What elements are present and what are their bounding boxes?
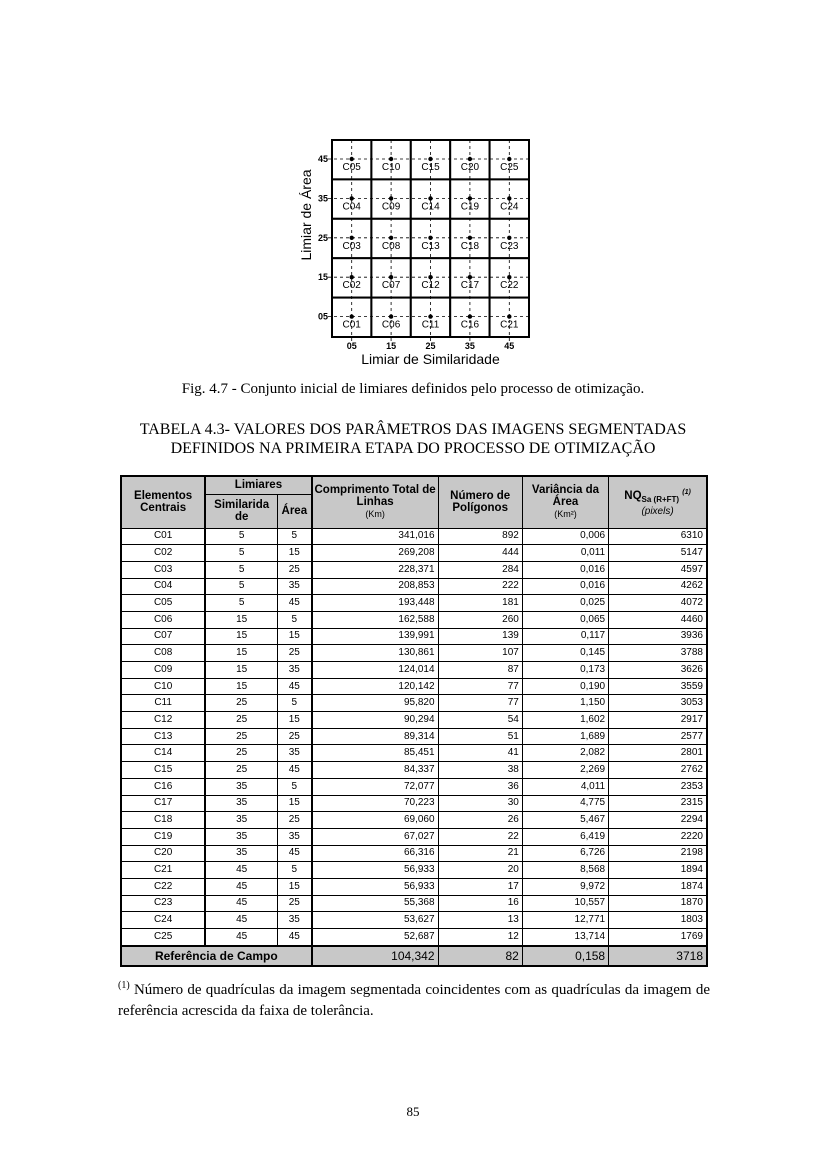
cell-numero: 181 [438,595,522,612]
cell-nq: 5147 [609,545,707,562]
cell-elemento: C09 [121,662,205,679]
grid-point [428,236,432,240]
cell-similaridade: 15 [205,628,277,645]
cell-area: 35 [278,662,312,679]
cell-variancia: 6,726 [522,845,608,862]
cell-similaridade: 45 [205,929,277,946]
grid-point [507,275,511,279]
header-similaridade: Similarida de [205,494,277,528]
cell-nq: 2198 [609,845,707,862]
grid-cell-label: C09 [381,201,401,213]
cell-numero: 22 [438,828,522,845]
cell-elemento: C13 [121,728,205,745]
reference-row [121,946,707,966]
reference-nq: 3718 [609,946,707,966]
cell-numero: 284 [438,561,522,578]
x-tick-label: 05 [346,341,357,351]
cell-numero: 260 [438,611,522,628]
cell-nq: 1894 [609,862,707,879]
y-tick-label: 05 [317,311,328,322]
grid-cell-label: C10 [381,162,401,173]
page-number: 85 [406,1104,420,1119]
table-row [121,745,707,762]
cell-comprimento: 72,077 [312,778,438,795]
cell-comprimento: 130,861 [312,645,438,662]
cell-similaridade: 15 [205,611,277,628]
table-row [121,595,707,612]
cell-similaridade: 35 [205,828,277,845]
table-row [121,695,707,712]
cell-comprimento: 56,933 [312,862,438,879]
header-nq-label: $NQ_{Sa (R+FT)}$ $^{(1)}$ [624,488,691,504]
cell-variancia: 0,025 [522,595,608,612]
cell-numero: 87 [438,662,522,679]
cell-nq: 2220 [609,828,707,845]
grid-point [507,196,511,200]
grid-point [389,275,393,279]
cell-numero: 41 [438,745,522,762]
grid-cell-label: C15 [421,162,440,173]
cell-nq: 1874 [609,878,707,895]
cell-elemento: C14 [121,745,205,762]
cell-variancia: 8,568 [522,862,608,879]
cell-comprimento: 139,991 [312,628,438,645]
grid-point [468,275,472,279]
cell-area: 5 [278,695,312,712]
cell-variancia: 1,150 [522,695,608,712]
cell-elemento: C04 [121,578,205,595]
header-elementos: Elementos Centrais [121,476,205,528]
cell-similaridade: 15 [205,678,277,695]
cell-nq: 4072 [609,595,707,612]
cell-area: 35 [278,745,312,762]
cell-numero: 21 [438,845,522,862]
cell-similaridade: 5 [205,578,277,595]
cell-numero: 38 [438,762,522,779]
header-variancia-unit: (Km²) [554,509,577,520]
grid-point [428,157,432,161]
grid-point [389,157,393,161]
cell-numero: 26 [438,812,522,829]
cell-area: 45 [278,595,312,612]
cell-nq: 2353 [609,778,707,795]
footnote [118,975,710,1022]
cell-comprimento: 55,368 [312,895,438,912]
parameters-table [120,475,708,967]
table-row [121,678,707,695]
y-axis-label: Limiar de Área [298,169,314,261]
grid-cell-label: C02 [342,280,361,292]
table-row [121,611,707,628]
cell-elemento: C22 [121,878,205,895]
cell-variancia: 4,775 [522,795,608,812]
cell-area: 15 [278,712,312,729]
cell-numero: 107 [438,645,522,662]
table-row [121,812,707,829]
cell-elemento: C24 [121,912,205,929]
cell-variancia: 0,065 [522,611,608,628]
cell-comprimento: 89,314 [312,728,438,745]
threshold-grid-svg [296,135,536,370]
cell-elemento: C12 [121,712,205,729]
cell-variancia: 0,145 [522,645,608,662]
threshold-grid-figure [296,135,536,370]
grid-point [468,314,472,318]
cell-comprimento: 52,687 [312,929,438,946]
cell-numero: 139 [438,628,522,645]
grid-cell-label: C13 [421,240,440,252]
cell-elemento: C10 [121,678,205,695]
cell-variancia: 0,016 [522,578,608,595]
table-row [121,929,707,946]
table-row [121,862,707,879]
grid-cell-label: C22 [500,280,519,292]
cell-similaridade: 5 [205,528,277,545]
cell-nq: 4460 [609,611,707,628]
header-comprimento-label: Comprimento Total de Linhas [314,484,436,509]
header-limiares: Limiares [205,476,311,494]
grid-point [468,236,472,240]
cell-variancia: 0,006 [522,528,608,545]
table-row [121,528,707,545]
table-row [121,628,707,645]
grid-point [428,314,432,318]
cell-elemento: C23 [121,895,205,912]
cell-similaridade: 25 [205,762,277,779]
cell-elemento: C08 [121,645,205,662]
cell-comprimento: 53,627 [312,912,438,929]
grid-cell-label: C20 [460,162,480,173]
reference-numero: 82 [438,946,522,966]
reference-label: Referência de Campo [121,946,312,966]
cell-variancia: 0,173 [522,662,608,679]
cell-nq: 6310 [609,528,707,545]
cell-comprimento: 193,448 [312,595,438,612]
grid-cell-label: C05 [342,162,361,173]
x-tick-label: 45 [504,341,515,351]
cell-comprimento: 67,027 [312,828,438,845]
x-axis-label: Limiar de Similaridade [361,351,500,367]
cell-nq: 2801 [609,745,707,762]
cell-nq: 3626 [609,662,707,679]
cell-similaridade: 25 [205,695,277,712]
grid-cell-label: C14 [421,201,440,213]
cell-area: 25 [278,895,312,912]
grid-cell-label: C06 [381,319,401,331]
table-title [0,420,826,458]
grid-point [389,314,393,318]
cell-nq: 1803 [609,912,707,929]
reference-comprimento: 104,342 [312,946,438,966]
cell-elemento: C25 [121,929,205,946]
cell-similaridade: 15 [205,645,277,662]
grid-point [507,236,511,240]
cell-similaridade: 45 [205,912,277,929]
cell-variancia: 1,602 [522,712,608,729]
cell-variancia: 12,771 [522,912,608,929]
cell-numero: 51 [438,728,522,745]
cell-comprimento: 66,316 [312,845,438,862]
cell-numero: 17 [438,878,522,895]
y-tick-label: 25 [317,232,328,243]
grid-cell-label: C25 [500,162,519,173]
cell-numero: 30 [438,795,522,812]
table-body [121,528,707,946]
y-tick-label: 45 [317,154,328,164]
cell-variancia: 2,269 [522,762,608,779]
cell-area: 15 [278,795,312,812]
cell-variancia: 6,419 [522,828,608,845]
header-variancia [522,476,608,528]
cell-similaridade: 5 [205,545,277,562]
header-nq-unit: (pixels) [641,505,674,517]
cell-comprimento: 69,060 [312,812,438,829]
grid-point [507,157,511,161]
grid-cell-label: C07 [381,280,401,292]
cell-similaridade: 45 [205,862,277,879]
header-nq [609,476,707,528]
cell-area: 5 [278,528,312,545]
cell-similaridade: 35 [205,778,277,795]
grid-cell-label: C24 [500,201,519,213]
cell-similaridade: 35 [205,795,277,812]
cell-elemento: C03 [121,561,205,578]
table-row [121,712,707,729]
grid-point [428,196,432,200]
cell-numero: 222 [438,578,522,595]
cell-elemento: C18 [121,812,205,829]
cell-area: 15 [278,545,312,562]
cell-elemento: C06 [121,611,205,628]
cell-variancia: 10,557 [522,895,608,912]
footnote-text: Número de quadrículas da imagem segmentada coincidentes com as quadrículas da imagem de referência acrescida da faixa de tolerância. [118,982,711,1019]
cell-numero: 77 [438,678,522,695]
cell-comprimento: 124,014 [312,662,438,679]
cell-comprimento: 70,223 [312,795,438,812]
cell-elemento: C16 [121,778,205,795]
cell-variancia: 0,190 [522,678,608,695]
cell-comprimento: 95,820 [312,695,438,712]
cell-comprimento: 84,337 [312,762,438,779]
cell-numero: 36 [438,778,522,795]
cell-area: 25 [278,728,312,745]
grid-point [350,314,354,318]
grid-point [507,314,511,318]
table-row [121,561,707,578]
cell-numero: 892 [438,528,522,545]
cell-area: 45 [278,845,312,862]
grid-cell-label: C21 [500,319,519,331]
cell-variancia: 2,082 [522,745,608,762]
cell-area: 35 [278,578,312,595]
cell-numero: 16 [438,895,522,912]
grid-point [350,275,354,279]
cell-variancia: 1,689 [522,728,608,745]
grid-cell-label: C23 [500,240,519,252]
cell-nq: 2577 [609,728,707,745]
table-title-line2: DEFINIDOS NA PRIMEIRA ETAPA DO PROCESSO DE OTIMIZAÇÃO [170,440,656,457]
cell-elemento: C21 [121,862,205,879]
header-comprimento [312,476,438,528]
cell-similaridade: 25 [205,728,277,745]
cell-area: 5 [278,862,312,879]
cell-similaridade: 45 [205,895,277,912]
cell-nq: 3053 [609,695,707,712]
cell-numero: 77 [438,695,522,712]
cell-area: 25 [278,812,312,829]
cell-elemento: C15 [121,762,205,779]
cell-variancia: 9,972 [522,878,608,895]
cell-numero: 13 [438,912,522,929]
grid-cell-label: C16 [460,319,480,331]
cell-comprimento: 120,142 [312,678,438,695]
table-row [121,795,707,812]
grid-point [389,196,393,200]
grid-point [468,196,472,200]
grid-point [350,236,354,240]
cell-comprimento: 269,208 [312,545,438,562]
grid-cell-label: C12 [421,280,440,292]
footnote-marker: (1) [118,980,130,991]
cell-nq: 4597 [609,561,707,578]
x-tick-label: 25 [425,341,436,351]
cell-nq: 2917 [609,712,707,729]
cell-elemento: C17 [121,795,205,812]
cell-variancia: 0,117 [522,628,608,645]
table-row [121,878,707,895]
cell-nq: 1870 [609,895,707,912]
table-row [121,728,707,745]
cell-area: 35 [278,912,312,929]
cell-area: 5 [278,778,312,795]
cell-similaridade: 15 [205,662,277,679]
cell-nq: 2294 [609,812,707,829]
grid-cell-label: C19 [460,201,480,213]
grid-cell-label: C08 [381,240,401,252]
grid-point [350,157,354,161]
table-row [121,895,707,912]
cell-comprimento: 341,016 [312,528,438,545]
grid-cell-label: C18 [460,240,480,252]
cell-area: 25 [278,561,312,578]
grid-cell-label: C03 [342,240,361,252]
cell-elemento: C11 [121,695,205,712]
header-comprimento-unit: (Km) [365,509,385,520]
cell-nq: 1769 [609,929,707,946]
cell-elemento: C05 [121,595,205,612]
cell-elemento: C02 [121,545,205,562]
cell-comprimento: 208,853 [312,578,438,595]
cell-area: 15 [278,878,312,895]
cell-variancia: 5,467 [522,812,608,829]
cell-elemento: C20 [121,845,205,862]
cell-area: 45 [278,929,312,946]
cell-elemento: C19 [121,828,205,845]
cell-similaridade: 35 [205,812,277,829]
x-tick-label: 15 [386,341,397,351]
grid-point [428,275,432,279]
grid-point [468,157,472,161]
cell-variancia: 0,016 [522,561,608,578]
table-row [121,845,707,862]
reference-variancia: 0,158 [522,946,608,966]
cell-elemento: C01 [121,528,205,545]
cell-nq: 3936 [609,628,707,645]
cell-comprimento: 90,294 [312,712,438,729]
cell-similaridade: 5 [205,595,277,612]
cell-similaridade: 45 [205,878,277,895]
table-title-line1: TABELA 4.3- VALORES DOS PARÂMETROS DAS IMAGENS SEGMENTADAS [139,421,687,438]
table-row [121,828,707,845]
table-row [121,578,707,595]
table-row [121,662,707,679]
table-row [121,778,707,795]
cell-area: 45 [278,678,312,695]
cell-similaridade: 5 [205,561,277,578]
cell-area: 5 [278,611,312,628]
cell-comprimento: 162,588 [312,611,438,628]
cell-variancia: 4,011 [522,778,608,795]
header-area: Área [278,494,312,528]
cell-nq: 3559 [609,678,707,695]
cell-area: 15 [278,628,312,645]
cell-elemento: C07 [121,628,205,645]
cell-variancia: 0,011 [522,545,608,562]
cell-comprimento: 56,933 [312,878,438,895]
cell-nq: 3788 [609,645,707,662]
cell-nq: 4262 [609,578,707,595]
cell-numero: 54 [438,712,522,729]
grid-point [389,236,393,240]
figure-caption: Fig. 4.7 - Conjunto inicial de limiares definidos pelo processo de otimização. [181,381,645,397]
table-row [121,762,707,779]
grid-cell-label: C17 [460,280,480,292]
y-tick-label: 15 [317,272,328,283]
cell-numero: 444 [438,545,522,562]
table-row [121,912,707,929]
cell-similaridade: 25 [205,745,277,762]
header-variancia-label: Variância da Área [531,484,600,509]
grid-point [350,196,354,200]
table-row [121,645,707,662]
y-tick-label: 35 [317,193,328,204]
cell-numero: 20 [438,862,522,879]
cell-numero: 12 [438,929,522,946]
cell-area: 45 [278,762,312,779]
cell-comprimento: 228,371 [312,561,438,578]
cell-variancia: 13,714 [522,929,608,946]
cell-comprimento: 85,451 [312,745,438,762]
table-row [121,545,707,562]
cell-area: 25 [278,645,312,662]
cell-similaridade: 25 [205,712,277,729]
header-numero: Número de Polígonos [438,476,522,528]
cell-nq: 2315 [609,795,707,812]
x-tick-label: 35 [464,341,475,351]
cell-nq: 2762 [609,762,707,779]
grid-cell-label: C01 [342,319,361,331]
grid-cell-label: C11 [421,319,440,331]
grid-cell-label: C04 [342,201,361,213]
cell-area: 35 [278,828,312,845]
cell-similaridade: 35 [205,845,277,862]
